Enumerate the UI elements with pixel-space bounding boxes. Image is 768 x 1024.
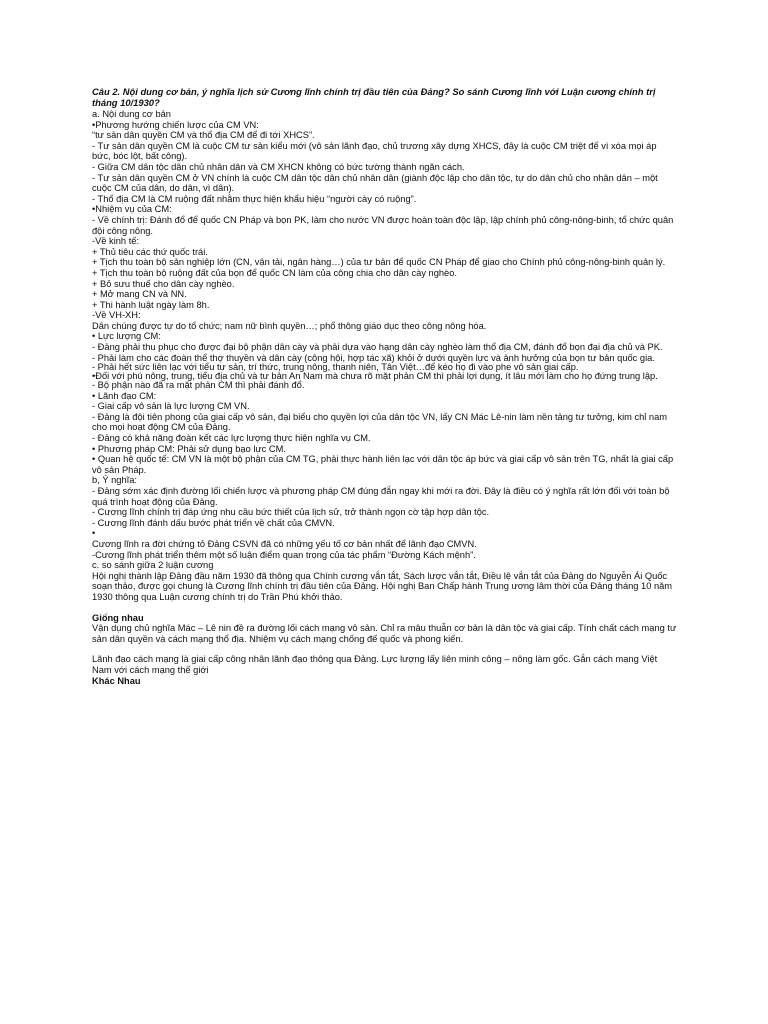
text-line: + Thi hành luật ngày làm 8h. — [92, 299, 210, 310]
similar-paragraph: Lãnh đạo cách mạng là giai cấp công nhân lãnh đạo thông qua Đảng. Lực lượng lấy liên minh công – nông làm gốc. Gắn cách mạng Việt Nam với cách mạng thế giới — [92, 654, 658, 675]
document-page — [92, 86, 677, 686]
text-line: + Tịch thu toàn bộ sản nghiệp lớn (CN, vận tải, ngân hàng…) của tư bản để quốc CN Pháp để giao cho Chính phủ công-nông-binh quản lý. — [92, 257, 666, 268]
text-line: - Đảng phải thu phục cho được đại bộ phận dân cày và phải dựa vào hạng dân cày nghèo làm thổ địa CM, đánh đổ bọn đại địa chủ và PK. — [92, 342, 663, 353]
text-line: + Bỏ sưu thuế cho dân cày nghèo. — [92, 278, 235, 289]
text-line: c. so sánh giữa 2 luận cương — [92, 560, 214, 571]
text-line: - Giai cấp vô sản là lực lượng CM VN. — [92, 401, 250, 412]
text-line: -Cương lĩnh phát triển thêm một số luận điểm quan trọng của tác phẩm “Đường Kách mệnh”. — [92, 549, 476, 560]
text-line: - Tư sản dân quyền CM là cuộc CM tư sản kiểu mới (vô sản lãnh đạo, chủ trương xây dựng XHCS, đây là cuộc CM triệt để vì xóa mọi áp bức, bóc lột, bất công). — [92, 140, 657, 162]
text-line: + Tịch thu toàn bộ ruộng đất của bọn để quốc CN làm của công chia cho dân cày nghèo. — [92, 267, 457, 278]
different-heading: Khác Nhau — [92, 675, 141, 686]
text-line: •Nhiệm vụ của CM: — [92, 204, 172, 215]
text-line: “tư sản dân quyền CM và thổ địa CM để đi tới XHCS”. — [92, 130, 315, 141]
text-line: - Đảng là đội tiên phong của giai cấp vô sản, đại biểu cho quyền lợi của dân tộc VN, lấy CN Mác Lê-nin làm nền tảng tư tưởng, kim chỉ nam cho mọi hoạt động CM của Đảng. — [92, 411, 668, 433]
text-line: • Lực lượng CM: — [92, 331, 161, 342]
similar-heading: Giống nhau — [92, 612, 144, 623]
text-line: -Về VH-XH: — [92, 310, 141, 321]
text-line: • Quan hệ quốc tế: CM VN là một bộ phận của CM TG, phải thực hành liên lạc với dân tộc áp bức và giai cấp vô sản trên TG, nhất là giai cấp vô sản Pháp. — [92, 454, 674, 475]
text-line: - Cương lĩnh đánh dấu bước phát triển về chất của CMVN. — [92, 517, 335, 528]
text-line: + Mở mang CN và NN. — [92, 289, 187, 300]
text-line: •Đối với phú nông, trung, tiểu địa chủ và tư bản An Nam mà chưa rõ mặt phản CM thì phải lợi dụng, ít lâu mới làm cho họ đứng trung lập. — [92, 370, 658, 381]
text-line: - Phải hết sức liên lạc với tiểu tư sản, trí thức, trung nông, thanh niên, Tân Việt…để kéo họ đi vào phe vô sản giai cấp. — [92, 362, 579, 373]
text-line: - Đảng có khả năng đoàn kết các lực lượng thực hiện nghĩa vụ CM. — [92, 433, 371, 444]
text-line: -Về kinh tế: — [92, 236, 140, 247]
text-line: - Bộ phận nào đã ra mặt phản CM thì phải đánh đổ. — [92, 380, 305, 391]
text-line: • — [92, 528, 96, 539]
text-line: - Phải làm cho các đoàn thể thợ thuyền và dân cày (công hội, hợp tác xã) khỏi ở dưới quyền lực và ảnh hưởng của bọn tư bản quốc gia. — [92, 352, 655, 363]
text-line: • Lãnh đạo CM: — [92, 390, 157, 401]
text-line: b, Ý nghĩa: — [92, 475, 137, 486]
text-line: - Giữa CM dân tộc dân chủ nhân dân và CM XHCN không có bức tường thành ngăn cách. — [92, 161, 465, 172]
question-title: Câu 2. Nội dung cơ bản, ý nghĩa lịch sử Cương lĩnh chính trị đầu tiên của Đảng? So sánh Cương lĩnh với Luận cương chính trị tháng 10/1930? — [92, 86, 656, 108]
content-body — [92, 109, 677, 603]
text-line: - Cương lĩnh chính trị đáp ứng nhu cầu bức thiết của lịch sử, trở thành ngọn cờ tập hợp dân tộc. — [92, 507, 490, 518]
spacer — [92, 603, 677, 613]
text-line: •Phương hướng chiến lược của CM VN: — [92, 119, 259, 130]
text-line: Hội nghị thành lập Đảng đầu năm 1930 đã thông qua Chính cương vắn tắt, Sách lược vắn tắt, Điều lệ vắn tắt của Đảng do Nguyễn Ái Quốc soạn thảo, được gọi chung là Cương lĩnh chính trị đầu tiên của Đảng. Hội nghị Ban Chấp hành Trung ương lâm thời của Đảng tháng 10 năm 1930 thông qua Luận cương chính trị do Trần Phú khởi thảo. — [92, 570, 673, 602]
text-line: - Thổ địa CM là CM ruộng đất nhằm thực hiện khẩu hiệu “người cày có ruộng”. — [92, 193, 417, 204]
text-line: - Tư sản dân quyền CM ở VN chính là cuộc CM dân tộc dân chủ nhân dân (giành độc lập cho dân tộc, tự do dân chủ cho nhân dân – một cuộc CM của dân, do dân, vì dân). — [92, 172, 658, 194]
text-line: • Phương pháp CM: Phải sử dụng bạo lực CM. — [92, 443, 286, 454]
text-line: + Thủ tiêu các thứ quốc trái. — [92, 246, 208, 257]
text-line: - Về chính trị: Đánh đổ để quốc CN Pháp và bọn PK, làm cho nước VN được hoàn toàn độc lập, lập chính phủ công-nông-binh, tổ chức quân đội công nông. — [92, 214, 674, 236]
text-line: Cương lĩnh ra đời chứng tỏ Đảng CSVN đã có những yếu tố cơ bản nhất để lãnh đạo CMVN. — [92, 538, 477, 549]
spacer — [92, 644, 677, 654]
text-line: - Đảng sớm xác định đường lối chiến lược và phương pháp CM đúng đắn ngay khi mới ra đời. Đây là điều có ý nghĩa rất lớn đối với toàn bộ quá trình hoạt động của Đảng. — [92, 486, 670, 507]
text-line: a. Nội dung cơ bản — [92, 109, 171, 119]
similar-paragraph: Vận dụng chủ nghĩa Mác – Lê nin đề ra đường lối cách mạng vô sản. Chỉ ra mâu thuẫn cơ bản là dân tộc và giai cấp. Tính chất cách mạng tư sản dân quyền và cách mạng thổ địa. Nhiệm vụ cách mạng chống đế quốc và phong kiến. — [92, 623, 677, 644]
text-line: Dân chúng được tự do tổ chức; nam nữ bình quyền…; phổ thông giáo dục theo công nông hóa. — [92, 320, 487, 331]
